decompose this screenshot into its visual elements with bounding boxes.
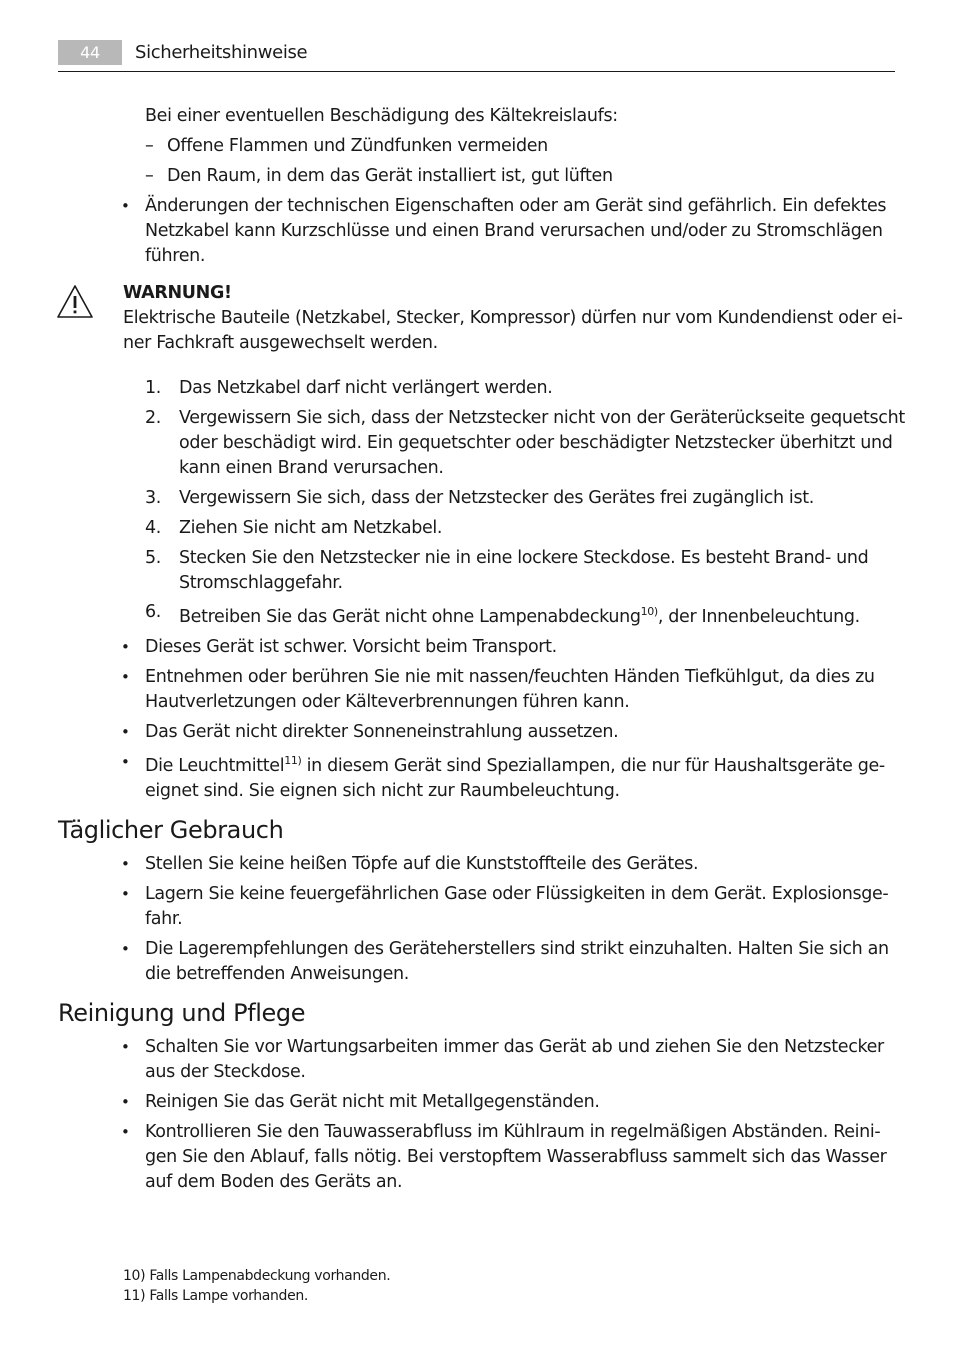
bullet-dot: •	[121, 668, 130, 686]
warning-triangle-icon	[56, 284, 94, 320]
list-item-line: Das Netzkabel darf nicht verlängert werden.	[179, 378, 553, 398]
bullet-dot: •	[121, 885, 130, 903]
list-item-text: , der Innenbeleuchtung.	[657, 607, 860, 627]
list-number: 1.	[145, 378, 161, 398]
list-number: 4.	[145, 518, 161, 538]
list-item-line: Stecken Sie den Netzstecker nie in eine lockere Steckdose. Es besteht Brand- und	[179, 548, 869, 568]
bullet-text-line: Entnehmen oder berühren Sie nie mit nassen/feuchten Händen Tiefkühlgut, da dies zu	[145, 667, 875, 687]
bullet-text-line: Hautverletzungen oder Kälteverbrennungen führen kann.	[145, 692, 630, 712]
list-item-line: Ziehen Sie nicht am Netzkabel.	[179, 518, 443, 538]
bullet-text-line: Lagern Sie keine feuergefährlichen Gase oder Flüssigkeiten in dem Gerät. Explosionsge-	[145, 884, 889, 904]
bullet-text-line: Das Gerät nicht direkter Sonneneinstrahlung aussetzen.	[145, 722, 619, 742]
bullet-text-line: Dieses Gerät ist schwer. Vorsicht beim Transport.	[145, 637, 557, 657]
bullet-dot: •	[121, 723, 130, 741]
list-item-line: Vergewissern Sie sich, dass der Netzstecker nicht von der Geräterückseite gequetscht	[179, 408, 905, 428]
list-number: 2.	[145, 408, 161, 428]
list-item-line	[179, 605, 860, 630]
bullet-dot: •	[121, 197, 130, 215]
bullet-dot: •	[121, 855, 130, 873]
dash-symbol: –	[145, 136, 154, 156]
footnote-11: 11) Falls Lampe vorhanden.	[123, 1288, 308, 1304]
dash-item: Den Raum, in dem das Gerät installiert ist, gut lüften	[167, 166, 613, 186]
bullet-text-line	[145, 754, 885, 779]
section-heading-daily-use: Täglicher Gebrauch	[58, 816, 284, 844]
header-rule	[58, 71, 895, 72]
bullet-dot: •	[121, 1038, 130, 1056]
list-number: 5.	[145, 548, 161, 568]
list-number: 3.	[145, 488, 161, 508]
dash-item: Offene Flammen und Zündfunken vermeiden	[167, 136, 548, 156]
bullet-text-line: Schalten Sie vor Wartungsarbeiten immer das Gerät ab und ziehen Sie den Netzstecker	[145, 1037, 884, 1057]
list-item-text: Betreiben Sie das Gerät nicht ohne Lampenabdeckung	[179, 607, 641, 627]
warning-text-line: Elektrische Bauteile (Netzkabel, Stecker, Kompressor) dürfen nur vom Kundendienst oder ei-	[123, 308, 903, 328]
dash-symbol: –	[145, 166, 154, 186]
section-heading-cleaning: Reinigung und Pflege	[58, 999, 306, 1027]
bullet-text-line: aus der Steckdose.	[145, 1062, 306, 1082]
bullet-dot: •	[121, 1123, 130, 1141]
bullet-text-line: fahr.	[145, 909, 183, 929]
bullet-text-line: Reinigen Sie das Gerät nicht mit Metallgegenständen.	[145, 1092, 600, 1112]
bullet-text: Die Leuchtmittel	[145, 756, 285, 776]
bullet-text-line: Die Lagerempfehlungen des Geräteherstellers sind strikt einzuhalten. Halten Sie sich an	[145, 939, 889, 959]
bullet-dot: •	[121, 753, 130, 771]
bullet-text-line: Kontrollieren Sie den Tauwasserabfluss im Kühlraum in regelmäßigen Abständen. Reini-	[145, 1122, 881, 1142]
bullet-text-line: Netzkabel kann Kurzschlüsse und einen Brand verursachen und/oder zu Stromschlägen	[145, 221, 883, 241]
footnote-ref-10: 10)	[640, 605, 658, 618]
list-item-line: oder beschädigt wird. Ein gequetschter oder beschädigter Netzstecker überhitzt und	[179, 433, 893, 453]
warning-title: WARNUNG!	[123, 283, 232, 303]
bullet-text-line: Änderungen der technischen Eigenschaften oder am Gerät sind gefährlich. Ein defektes	[145, 196, 887, 216]
bullet-text-line: auf dem Boden des Geräts an.	[145, 1172, 403, 1192]
bullet-text-line: eignet sind. Sie eignen sich nicht zur Raumbeleuchtung.	[145, 781, 620, 801]
list-number: 6.	[145, 602, 161, 622]
running-header-title: Sicherheitshinweise	[135, 42, 308, 63]
footnote-10: 10) Falls Lampenabdeckung vorhanden.	[123, 1268, 391, 1284]
bullet-text-line: die betreffenden Anweisungen.	[145, 964, 410, 984]
bullet-text-line: gen Sie den Ablauf, falls nötig. Bei verstopftem Wasserabfluss sammelt sich das Wasser	[145, 1147, 887, 1167]
list-item-line: Stromschlaggefahr.	[179, 573, 343, 593]
page-number: 44	[58, 40, 122, 65]
list-item-line: kann einen Brand verursachen.	[179, 458, 444, 478]
bullet-dot: •	[121, 1093, 130, 1111]
bullet-dot: •	[121, 638, 130, 656]
bullet-text: in diesem Gerät sind Speziallampen, die nur für Haushaltsgeräte ge-	[301, 756, 885, 776]
warning-text-line: ner Fachkraft ausgewechselt werden.	[123, 333, 438, 353]
bullet-dot: •	[121, 940, 130, 958]
bullet-text-line: führen.	[145, 246, 206, 266]
footnote-ref-11: 11)	[284, 754, 302, 767]
bullet-text-line: Stellen Sie keine heißen Töpfe auf die Kunststoffteile des Gerätes.	[145, 854, 699, 874]
intro-line: Bei einer eventuellen Beschädigung des Kältekreislaufs:	[145, 106, 618, 126]
list-item-line: Vergewissern Sie sich, dass der Netzstecker des Gerätes frei zugänglich ist.	[179, 488, 814, 508]
